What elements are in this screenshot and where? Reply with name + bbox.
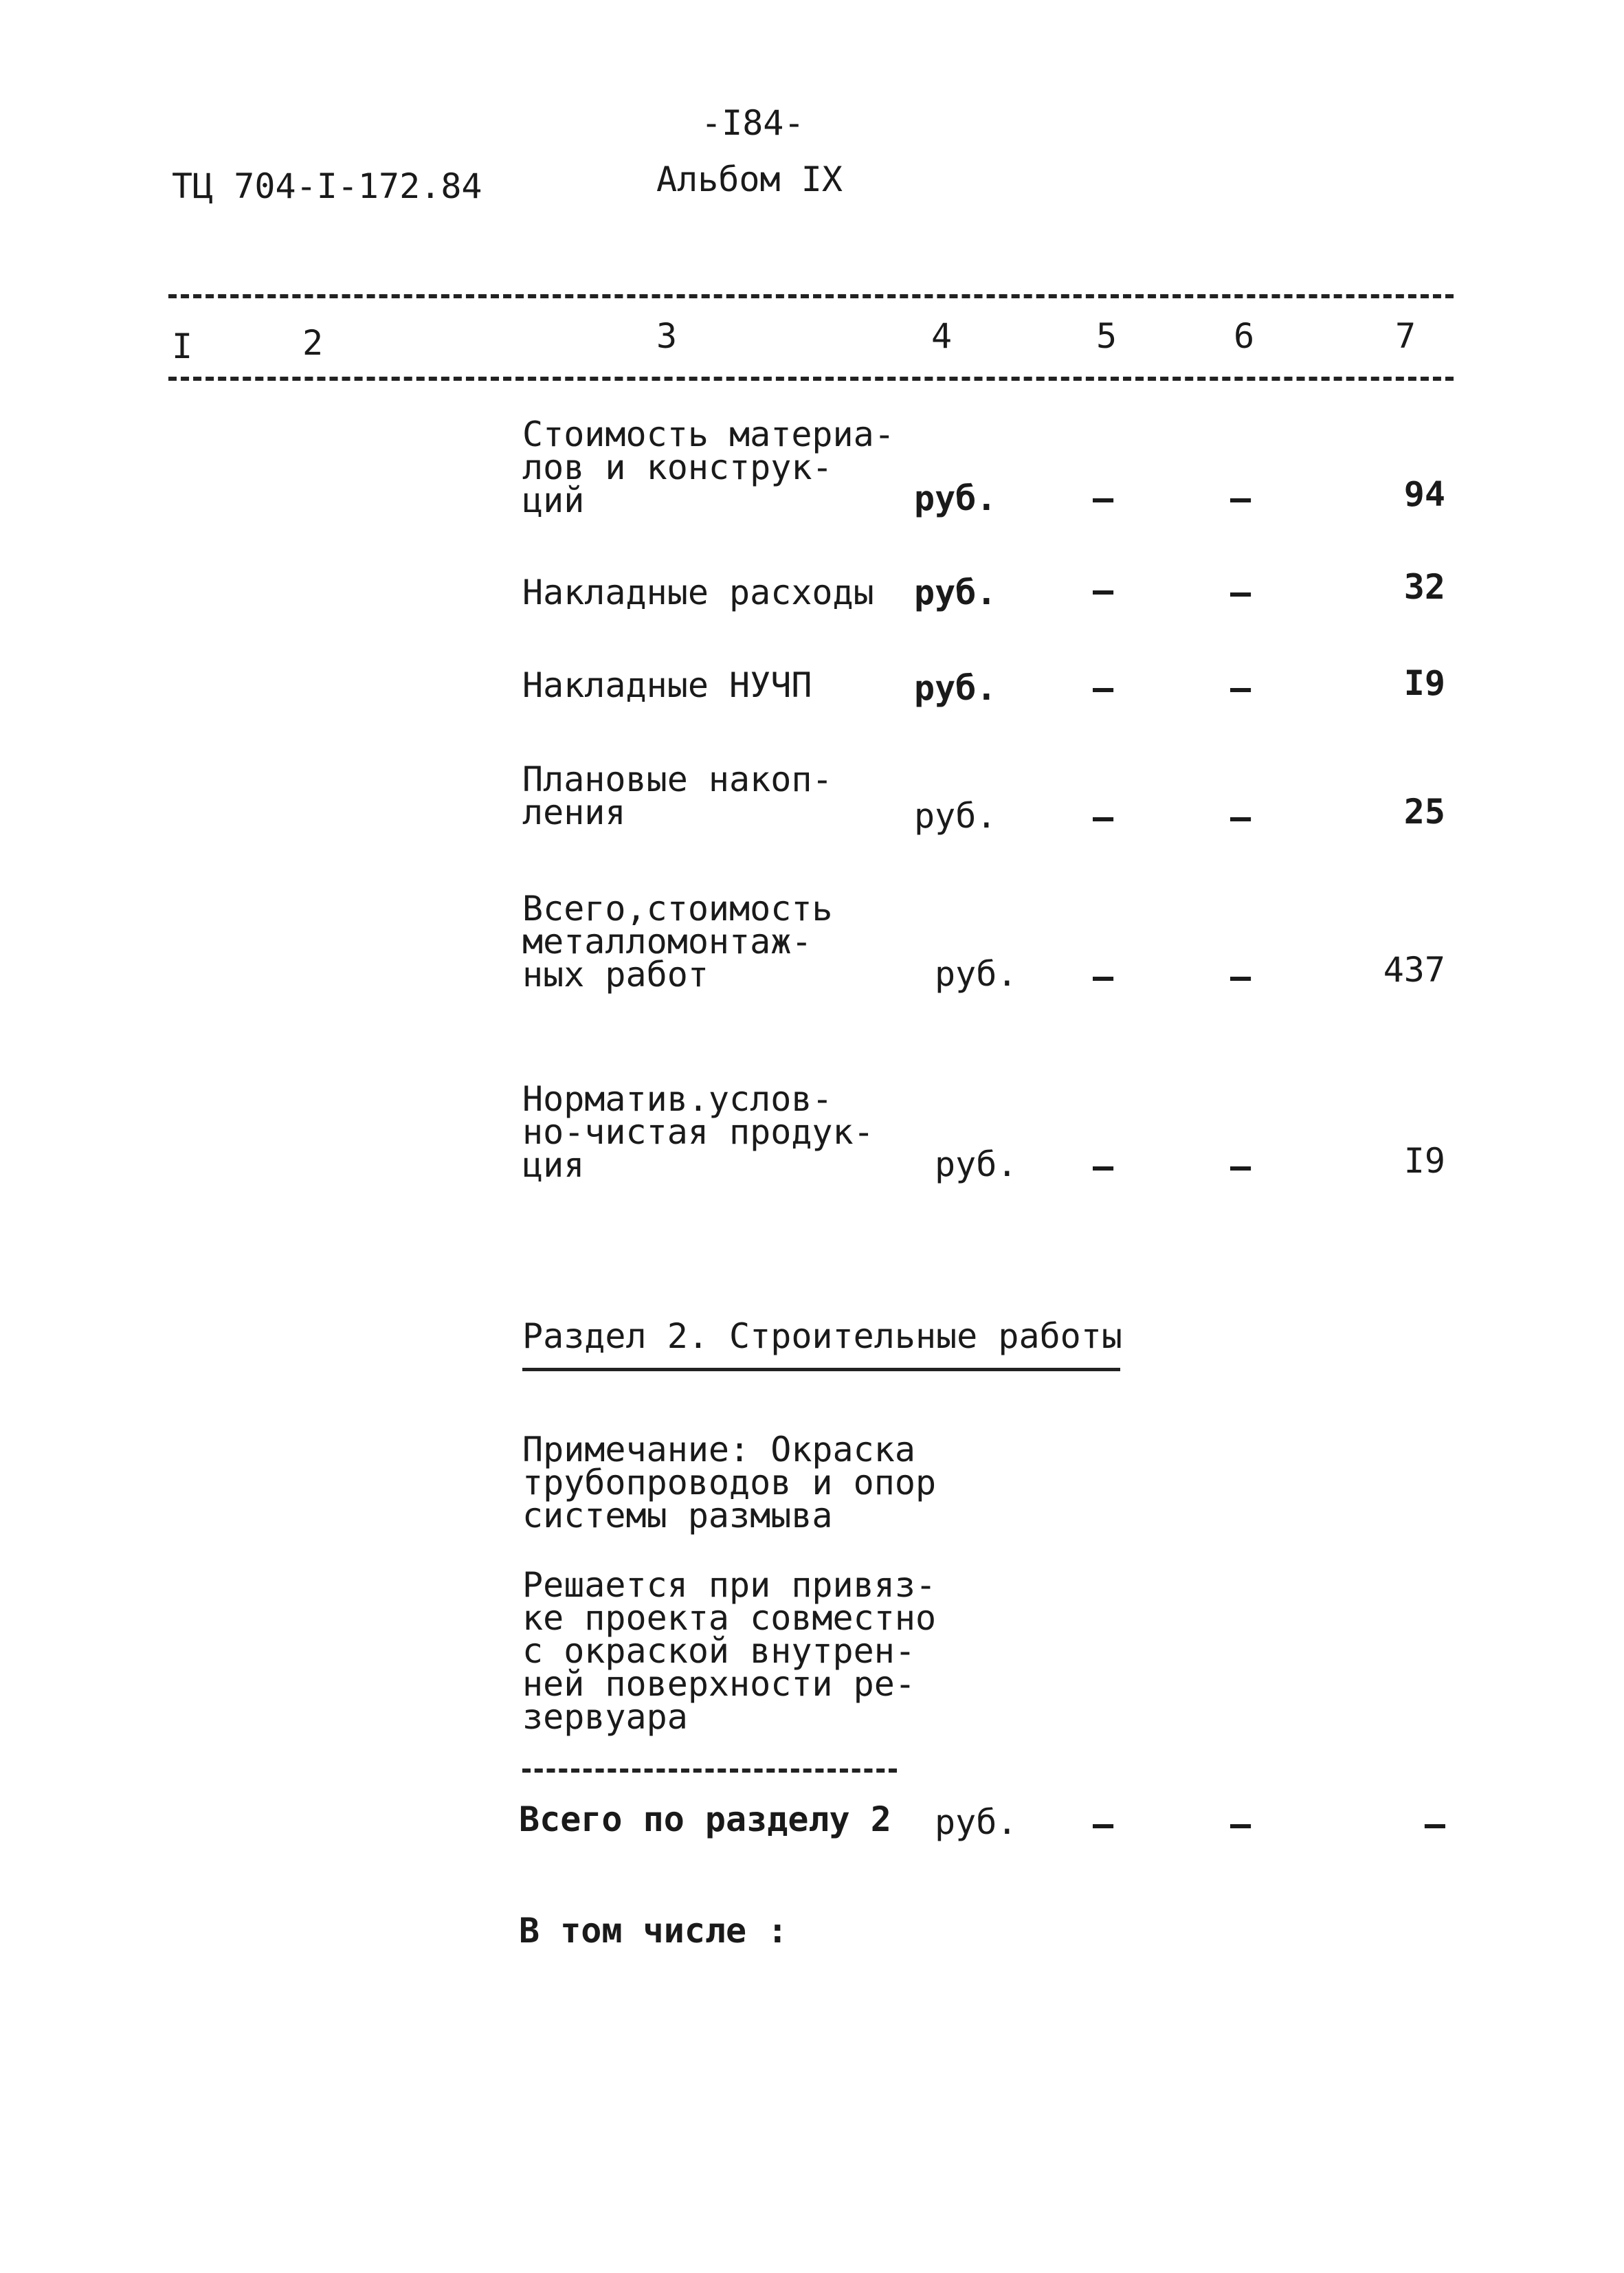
row-unit: руб. [935,1144,1018,1184]
row-name: Стоимость материа- лов и конструк- ций [522,414,895,520]
page-number: -I84- [701,103,805,143]
row-col7: I9 [1403,1141,1445,1181]
column-header-7: 7 [1395,316,1416,356]
row-col5: – [1093,570,1114,610]
row-col5: – [1093,957,1114,997]
row-col7: 25 [1403,792,1445,832]
column-header-1: I [172,326,193,366]
total-col7: – [1424,1804,1445,1844]
row-col6: – [1230,1146,1252,1186]
total-unit: руб. [935,1802,1018,1842]
row-col7: 94 [1403,474,1445,514]
section-title: Раздел 2. Строительные работы [522,1316,1122,1356]
table-top-rule [168,294,1454,298]
row-col7: I9 [1403,663,1445,703]
row-col5: – [1093,1146,1114,1186]
column-header-3: 3 [656,316,678,356]
document-code: ТЦ 704-I-172.84 [172,166,482,206]
row-col5: – [1093,668,1114,708]
total-rule [522,1768,897,1773]
section-note: Примечание: Окраска трубопроводов и опор системы размыва [522,1430,937,1535]
row-col5: – [1093,478,1114,518]
row-unit: руб. [914,478,997,518]
row-col6: – [1230,957,1252,997]
column-header-5: 5 [1096,316,1117,356]
total-col5: – [1093,1804,1114,1844]
section-note-decision: Решается при привяз- ке проекта совместно с окраской внутрен- ней поверхности ре- зервуара [522,1565,937,1737]
row-unit: руб. [935,954,1018,994]
column-header-6: 6 [1234,316,1255,356]
row-col6: – [1230,573,1252,612]
row-col6: – [1230,797,1252,837]
including-label: В том числе : [519,1911,788,1951]
table-header-rule [168,377,1454,381]
row-unit: руб. [914,796,997,836]
row-col7: 437 [1383,950,1445,990]
row-name: Всего,стоимость металломонтаж- ных работ [522,889,833,995]
column-header-4: 4 [931,316,953,356]
row-unit: руб. [914,573,997,612]
total-label: Всего по разделу 2 [519,1799,891,1839]
row-unit: руб. [914,668,997,708]
row-name: Накладные расходы [522,573,874,612]
row-col5: – [1093,797,1114,837]
column-header-2: 2 [302,323,324,363]
row-col6: – [1230,478,1252,518]
total-col6: – [1230,1804,1252,1844]
row-name: Плановые накоп- ления [522,759,833,832]
row-col7: 32 [1403,567,1445,607]
row-name: Норматив.услов- но-чистая продук- ция [522,1079,874,1185]
section-title-underline [522,1368,1120,1371]
row-col6: – [1230,668,1252,708]
album-label: Альбом IX [656,159,843,199]
row-name: Накладные НУЧП [522,665,812,705]
